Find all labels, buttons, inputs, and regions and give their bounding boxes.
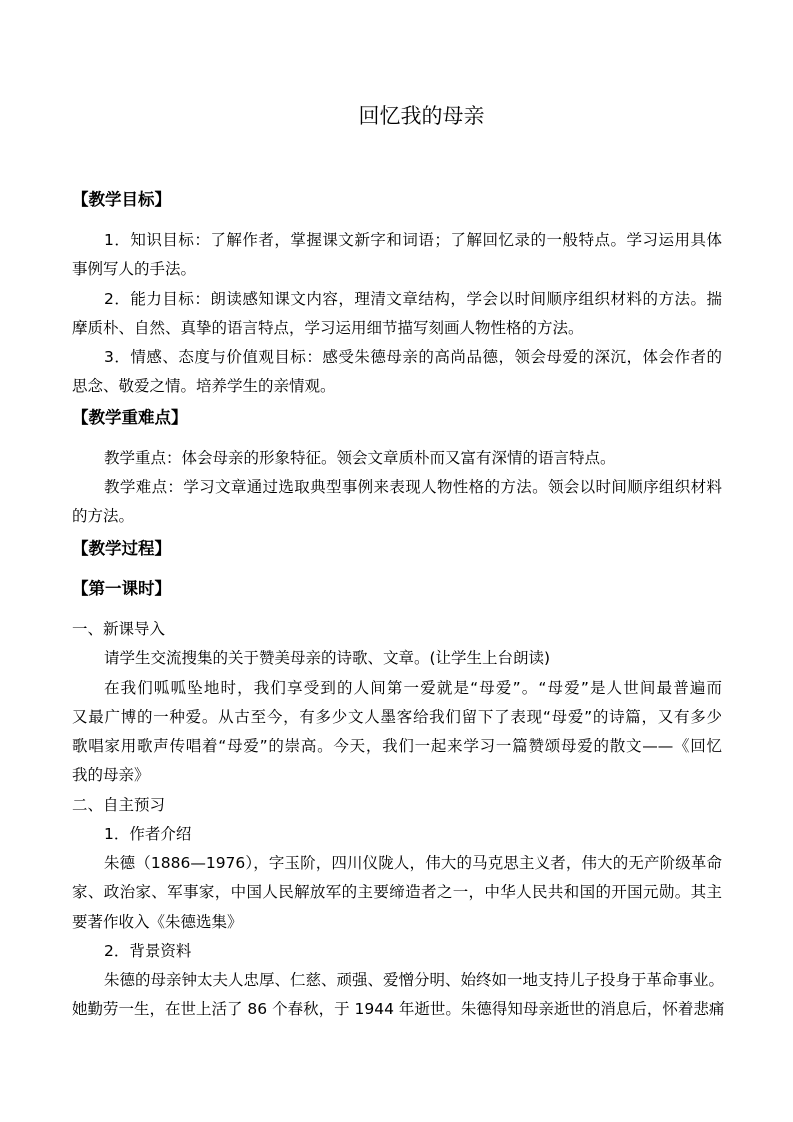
objective-2-line-1: 2．能力目标：朗读感知课文内容，理清文章结构，学会以时间顺序组织材料的方法。揣 xyxy=(104,290,722,308)
key-point-text: 教学重点：体会母亲的形象特征。领会文章质朴而又富有深情的语言特点。 xyxy=(104,449,616,467)
intro-paragraph-2-line-2: 又最广博的一种爱。从古至今，有多少文人墨客给我们留下了表现“母爱”的诗篇，又有多少 xyxy=(72,708,722,726)
intro-paragraph-2-line-3: 歌唱家用歌声传唱着“母爱”的崇高。今天，我们一起来学习一篇赞颂母爱的散文——《回忆 xyxy=(72,737,722,755)
objective-1-line-2: 事例写人的手法。 xyxy=(72,260,197,278)
intro-paragraph-1: 请学生交流搜集的关于赞美母亲的诗歌、文章。(让学生上台朗读) xyxy=(104,649,551,667)
section-1-title: 一、新课导入 xyxy=(72,620,166,638)
heading-key-points: 【教学重难点】 xyxy=(72,408,188,427)
background-line-2: 她勤劳一生，在世上活了 86 个春秋，于 1944 年逝世。朱德得知母亲逝世的消息后，怀着悲痛 xyxy=(72,1000,725,1018)
objective-3-line-2: 思念、敬爱之情。培养学生的亲情观。 xyxy=(72,377,336,395)
author-line-1: 朱德（1886—1976），字玉阶，四川仪陇人，伟大的马克思主义者，伟大的无产阶级革命 xyxy=(104,854,722,872)
objective-1-line-1: 1．知识目标：了解作者，掌握课文新字和词语；了解回忆录的一般特点。学习运用具体 xyxy=(104,231,722,249)
difficulty-line-1: 教学难点：学习文章通过选取典型事例来表现人物性格的方法。领会以时间顺序组织材料 xyxy=(104,478,722,496)
heading-first-lesson: 【第一课时】 xyxy=(72,579,171,598)
intro-paragraph-2-line-1: 在我们呱呱坠地时，我们享受到的人间第一爱就是“母爱”。“母爱”是人世间最普遍而 xyxy=(104,679,722,697)
difficulty-line-2: 的方法。 xyxy=(72,507,135,525)
heading-teaching-process: 【教学过程】 xyxy=(72,539,171,558)
author-line-3: 要著作收入《朱德选集》 xyxy=(72,913,243,931)
heading-teaching-objectives: 【教学目标】 xyxy=(72,190,171,209)
objective-2-line-2: 摩质朴、自然、真挚的语言特点，学习运用细节描写刻画人物性格的方法。 xyxy=(72,319,584,337)
author-line-2: 家、政治家、军事家，中国人民解放军的主要缔造者之一，中华人民共和国的开国元勋。其主 xyxy=(72,883,722,901)
background-line-1: 朱德的母亲钟太夫人忠厚、仁慈、顽强、爱憎分明、始终如一地支持儿子投身于革命事业。 xyxy=(104,971,725,989)
objective-3-line-1: 3．情感、态度与价值观目标：感受朱德母亲的高尚品德，领会母爱的深沉，体会作者的 xyxy=(104,348,722,366)
section-2-title: 二、自主预习 xyxy=(72,796,166,814)
subsection-background-title: 2．背景资料 xyxy=(104,942,192,960)
document-title: 回忆我的母亲 xyxy=(358,104,485,128)
subsection-author-title: 1．作者介绍 xyxy=(104,825,192,843)
intro-paragraph-2-line-4: 我的母亲》 xyxy=(72,766,150,784)
